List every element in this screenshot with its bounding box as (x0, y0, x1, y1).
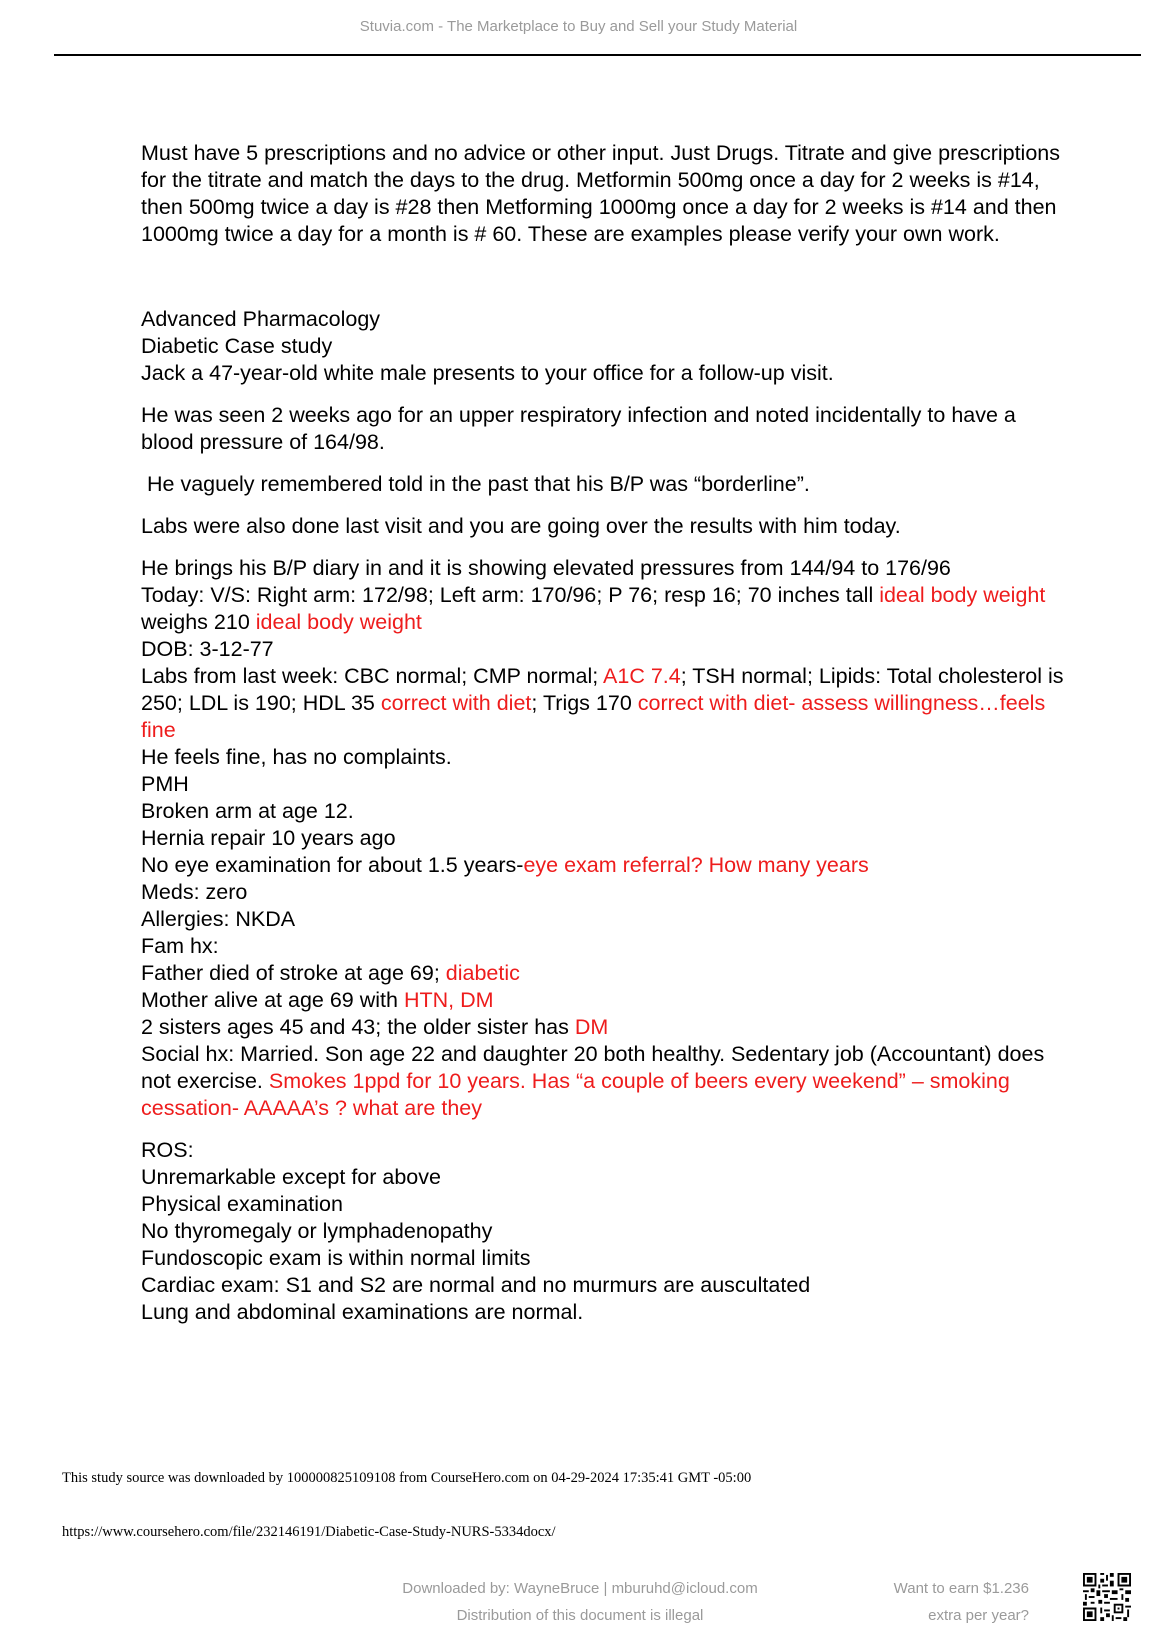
source-url[interactable]: https://www.coursehero.com/file/232146191/Diabetic-Case-Study-NURS-5334docx/ (62, 1524, 556, 1540)
qr-code-icon[interactable] (1083, 1573, 1131, 1621)
fam-sisters-text: 2 sisters ages 45 and 43; the older sister has (141, 1015, 575, 1039)
vitals-annotation: ideal body weight (879, 583, 1046, 607)
pmh-eye-annotation: eye exam referral? How many years (523, 853, 869, 877)
pmh-eye-text: No eye examination for about 1.5 years- (141, 853, 524, 877)
labs-text-a: Labs from last week: CBC normal; CMP normal; (141, 664, 604, 688)
ros-label: ROS: (141, 1138, 194, 1162)
footer-earn-line-2[interactable]: extra per year? (928, 1607, 1029, 1624)
exam-item: Lung and abdominal examinations are normal. (141, 1300, 584, 1324)
footer-downloaded-by: Downloaded by: WayneBruce | mburuhd@icloud.com (402, 1580, 758, 1597)
presentation-line: Jack a 47-year-old white male presents to your office for a follow-up visit. (141, 361, 834, 385)
pmh-label: PMH (141, 772, 189, 796)
labs-trigs-annotation: correct with diet- assess willingness…feels fine (141, 691, 1046, 742)
fam-sisters-annotation: DM (574, 1015, 609, 1039)
history-borderline-paragraph: He vaguely remembered told in the past that his B/P was “borderline”. (141, 472, 810, 496)
social-hx-annotation: Smokes 1ppd for 10 years. Has “a couple of beers every weekend” – smoking cessation- AAAAA’s ? what are they (141, 1069, 1010, 1120)
exam-item: Fundoscopic exam is within normal limits (141, 1246, 531, 1270)
weight-annotation: ideal body weight (255, 610, 422, 634)
labs-line (141, 663, 1071, 744)
exam-item: Cardiac exam: S1 and S2 are normal and no murmurs are auscultated (141, 1273, 811, 1297)
fam-mother-text: Mother alive at age 69 with (141, 988, 404, 1012)
fam-father-annotation: diabetic (445, 961, 520, 985)
vitals-text: Today: V/S: Right arm: 172/98; Left arm: 170/96; P 76; resp 16; 70 inches tall (141, 583, 880, 607)
weight-text: weighs 210 (141, 610, 256, 634)
meds-line: Meds: zero (141, 880, 248, 904)
ros-item: Unremarkable except for above (141, 1165, 441, 1189)
labs-review-paragraph: Labs were also done last visit and you are going over the results with him today. (141, 514, 901, 538)
document-body (141, 140, 1071, 1326)
fam-mother-annotation: HTN, DM (403, 988, 494, 1012)
footer-earn-line[interactable]: Want to earn $1.236 (893, 1580, 1029, 1597)
labs-hdl-annotation: correct with diet (380, 691, 532, 715)
fam-mother-line (141, 987, 1071, 1014)
social-hx-text: Social hx: Married. Son age 22 and daughter 20 both healthy. Sedentary job (Accountant) does not exercise. (141, 1042, 1045, 1093)
source-download-line: This study source was downloaded by 100000825109108 from CourseHero.com on 04-29-2024 17:35:41 GMT -05:00 (62, 1470, 752, 1486)
fam-sisters-line (141, 1014, 1071, 1041)
pmh-item: Hernia repair 10 years ago (141, 826, 396, 850)
footer-distribution-notice: Distribution of this document is illegal (456, 1607, 704, 1624)
pmh-item: Broken arm at age 12. (141, 799, 354, 823)
social-hx-line (141, 1041, 1071, 1122)
labs-text-b: ; TSH normal; Lipids: Total cholesterol is 250; LDL is 190; HDL 35 (141, 664, 1064, 715)
physical-exam-label: Physical examination (141, 1192, 343, 1216)
bp-diary-line: He brings his B/P diary in and it is showing elevated pressures from 144/94 to 176/96 (141, 556, 951, 580)
case-title: Diabetic Case study (141, 334, 333, 358)
dob-line: DOB: 3-12-77 (141, 637, 274, 661)
pmh-eye-line (141, 852, 1071, 879)
weight-line (141, 609, 1071, 636)
history-visit-paragraph: He was seen 2 weeks ago for an upper respiratory infection and noted incidentally to have a blood pressure of 164/98. (141, 403, 1016, 454)
allergies-line: Allergies: NKDA (141, 907, 296, 931)
feels-fine-line: He feels fine, has no complaints. (141, 745, 452, 769)
header-divider (54, 54, 1141, 56)
course-title: Advanced Pharmacology (141, 307, 381, 331)
fam-hx-label: Fam hx: (141, 934, 219, 958)
exam-item: No thyromegaly or lymphadenopathy (141, 1219, 493, 1243)
intro-paragraph: Must have 5 prescriptions and no advice or other input. Just Drugs. Titrate and give prescriptions for the titrate and match the days to the drug. Metformin 500mg once a day for 2 weeks is #14, then 500mg twice a day is #28 then Metforming 1000mg once a day for 2 weeks is #14 and then 1000mg twice a day for a month is # 60. These are examples please verify your own work. (141, 141, 1060, 246)
fam-father-text: Father died of stroke at age 69; (141, 961, 446, 985)
labs-a1c-annotation: A1C 7.4 (603, 664, 681, 688)
vitals-line (141, 582, 1071, 609)
fam-father-line (141, 960, 1071, 987)
labs-text-c: ; Trigs 170 (531, 691, 638, 715)
header-site-text: Stuvia.com - The Marketplace to Buy and Sell your Study Material (359, 18, 798, 35)
